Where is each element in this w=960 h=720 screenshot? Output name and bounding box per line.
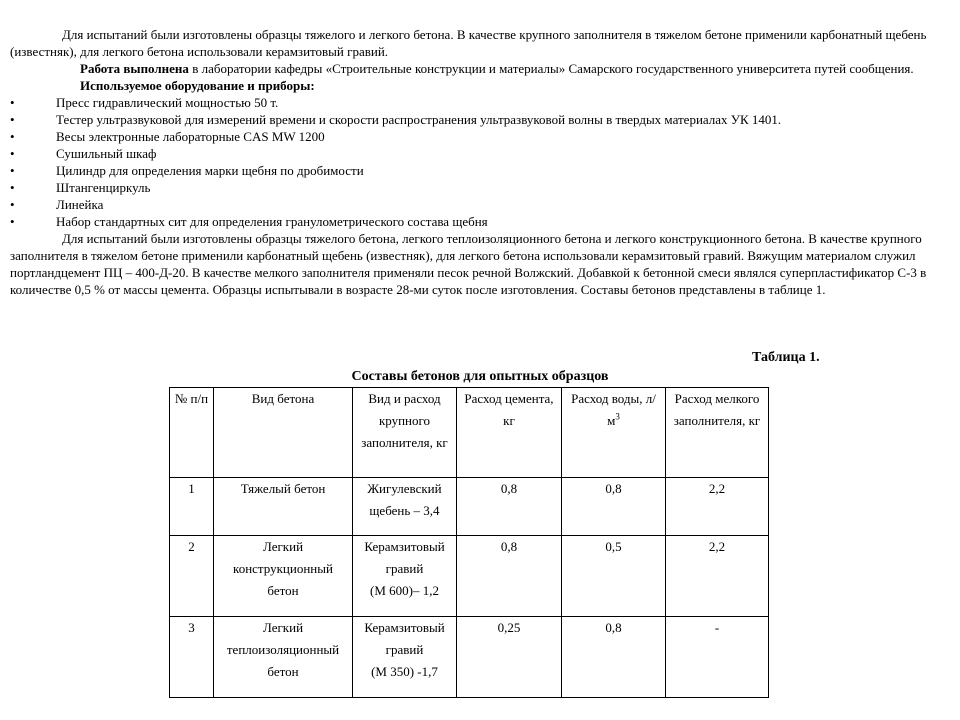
equipment-item-text: Тестер ультразвуковой для измерений времени и скорости распространения ультразвуковой волны в твердых материалах УК 1401. — [56, 112, 782, 127]
table-header-row — [170, 388, 769, 478]
cell-water: 0,5 — [562, 536, 666, 617]
table-title — [0, 369, 960, 385]
cell-coarse: Жигулевский щебень – 3,4 — [353, 478, 457, 536]
cell-water: 0,8 — [562, 478, 666, 536]
cell-cement: 0,8 — [457, 536, 562, 617]
header-cement: Расход цемента, кг — [457, 388, 562, 478]
equipment-heading: Используемое оборудование и приборы: — [80, 78, 315, 93]
header-water — [562, 388, 666, 478]
list-item — [10, 213, 946, 230]
equipment-item-text: Цилиндр для определения марки щебня по дробимости — [56, 163, 364, 178]
cell-cement: 0,25 — [457, 617, 562, 698]
bullet-icon: • — [10, 163, 15, 178]
work-done-rest: в лаборатории кафедры «Строительные конструкции и материалы» Самарского государственного университета путей сообщения. — [188, 61, 914, 76]
cell-fine: - — [666, 617, 769, 698]
cell-coarse-line1: Керамзитовый гравий — [364, 620, 445, 657]
equipment-item-text: Сушильный шкаф — [56, 146, 157, 161]
bullet-icon: • — [10, 214, 15, 229]
equipment-item-text: Штангенциркуль — [56, 180, 151, 195]
equipment-item-text: Набор стандартных сит для определения гранулометрического состава щебня — [56, 214, 488, 229]
bullet-icon: • — [10, 146, 15, 161]
list-item — [10, 111, 946, 128]
cell-num: 2 — [170, 536, 214, 617]
table-title-text: Составы бетонов для опытных образцов — [351, 369, 609, 384]
header-fine: Расход мелкого заполнителя, кг — [666, 388, 769, 478]
cell-cement: 0,8 — [457, 478, 562, 536]
cell-fine: 2,2 — [666, 478, 769, 536]
cell-coarse-line2: (М 600)– 1,2 — [370, 583, 439, 598]
cell-fine: 2,2 — [666, 536, 769, 617]
header-coarse: Вид и расход крупного заполнителя, кг — [353, 388, 457, 478]
list-item — [10, 94, 946, 111]
list-item — [10, 196, 946, 213]
bullet-icon: • — [10, 180, 15, 195]
bullet-icon: • — [10, 129, 15, 144]
cell-water: 0,8 — [562, 617, 666, 698]
list-item — [10, 128, 946, 145]
document-body — [10, 26, 946, 298]
bullet-icon: • — [10, 112, 15, 127]
table-row — [170, 478, 769, 536]
header-water-sup: 3 — [615, 411, 620, 422]
list-item — [10, 179, 946, 196]
equipment-list — [10, 94, 946, 230]
cell-coarse — [353, 536, 457, 617]
cell-num: 1 — [170, 478, 214, 536]
composition-table — [169, 387, 769, 698]
equipment-item-text: Весы электронные лабораторные CAS MW 1200 — [56, 129, 325, 144]
paragraph-samples: Для испытаний были изготовлены образцы тяжелого бетона, легкого теплоизоляционного бетона и легкого конструкционного бетона. В качестве крупного заполнителя в тяжелом бетоне применили карбонатный щебень (известняк), для легкого бетона использовали керамзитовый гравий. Вяжущим материалом служил портландцемент ПЦ – 400-Д-20. В качестве мелкого заполнителя применяли песок речной Волжский. Добавкой к бетонной смеси являлся суперпластификатор С-3 в количестве 0,5 % от массы цемента. Образцы испытывали в возрасте 28-ми суток после изготовления. Составы бетонов представлены в таблице 1. — [10, 231, 927, 297]
cell-type: Легкий теплоизоляционный бетон — [214, 617, 353, 698]
header-water-text: Расход воды, л/м — [571, 391, 656, 428]
header-type: Вид бетона — [214, 388, 353, 478]
table-row — [170, 536, 769, 617]
table-label: Таблица 1. — [752, 350, 820, 365]
cell-coarse-line1: Керамзитовый гравий — [364, 539, 445, 576]
cell-type: Тяжелый бетон — [214, 478, 353, 536]
list-item — [10, 145, 946, 162]
list-item — [10, 162, 946, 179]
cell-num: 3 — [170, 617, 214, 698]
equipment-item-text: Пресс гидравлический мощностью 50 т. — [56, 95, 279, 110]
cell-coarse-line2: (М 350) -1,7 — [371, 664, 438, 679]
work-done-bold: Работа выполнена — [80, 61, 189, 76]
cell-type: Легкий конструкционный бетон — [214, 536, 353, 617]
table-row — [170, 617, 769, 698]
bullet-icon: • — [10, 95, 15, 110]
cell-coarse — [353, 617, 457, 698]
paragraph-work-done — [10, 60, 946, 77]
header-num: № п/п — [170, 388, 214, 478]
paragraph-intro: Для испытаний были изготовлены образцы тяжелого и легкого бетона. В качестве крупного заполнителя в тяжелом бетоне применили карбонатный щебень (известняк), для легкого бетона использовали керамзитовый гравий. — [10, 27, 927, 59]
equipment-item-text: Линейка — [56, 197, 104, 212]
bullet-icon: • — [10, 197, 15, 212]
